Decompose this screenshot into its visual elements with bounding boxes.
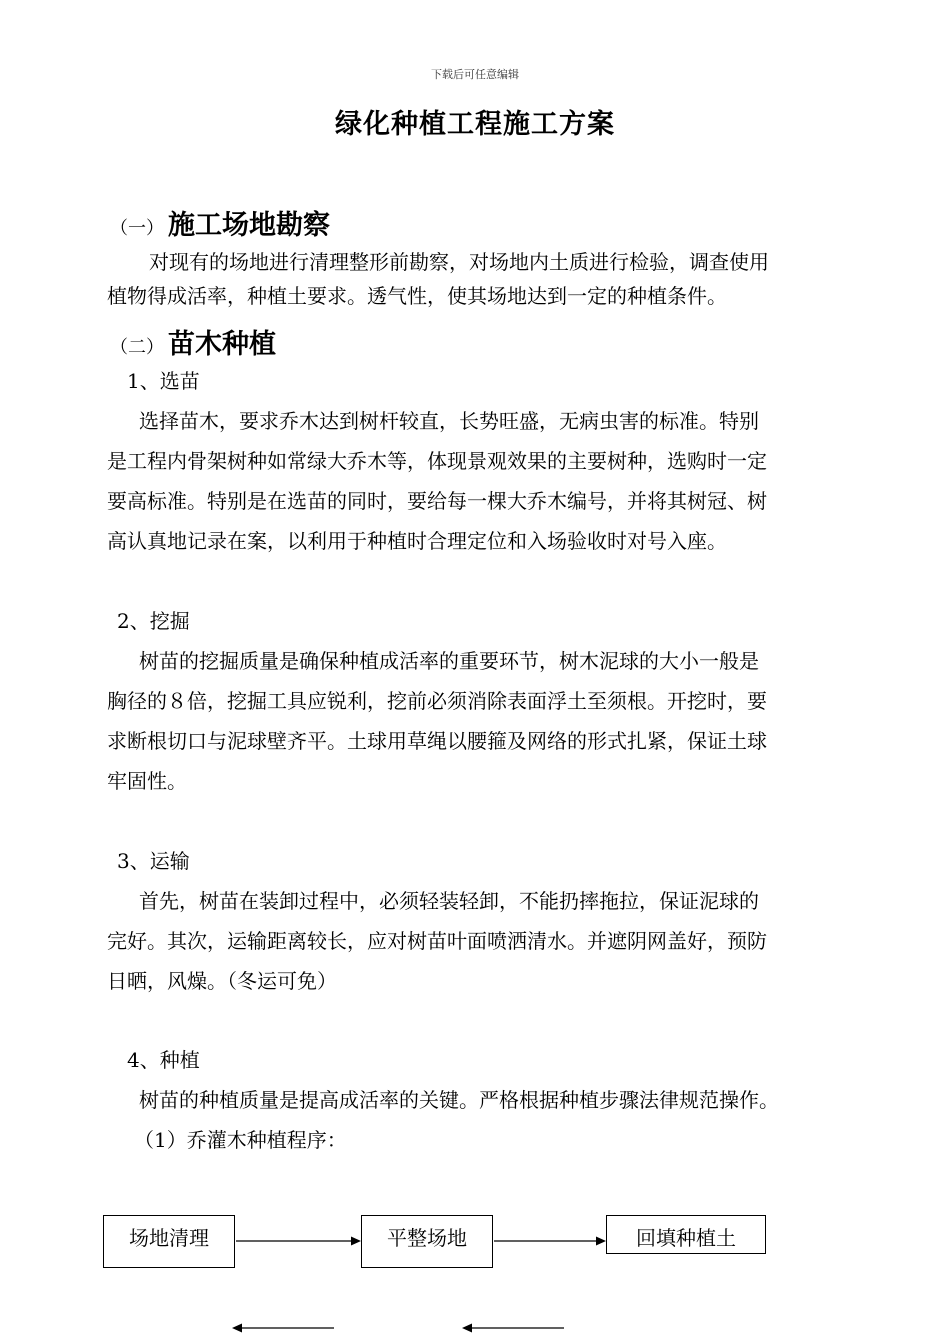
sub-3-line-2: 完好。其次，运输距离较长，应对树苗叶面喷洒清水。并遮阴网盖好，预防 <box>107 929 767 953</box>
flow-step-3: 回填种植土 <box>606 1215 766 1254</box>
sub-2-line-3: 求断根切口与泥球壁齐平。土球用草绳以腰箍及网络的形式扎紧，保证土球 <box>107 729 767 753</box>
sub-1-line-2: 是工程内骨架树种如常绿大乔木等，体现景观效果的主要树种，选购时一定 <box>107 449 767 473</box>
sub-1-label: 1、选苗 <box>127 369 200 393</box>
sub-1-line-3: 要高标准。特别是在选苗的同时，要给每一棵大乔木编号，并将其树冠、树 <box>107 489 767 513</box>
arrow-right-1 <box>236 1237 361 1246</box>
arrow-left-2 <box>462 1324 564 1333</box>
section-2-number: （二） <box>110 337 164 358</box>
sub-4-line-1: 树苗的种植质量是提高成活率的关键。严格根据种植步骤法律规范操作。 <box>139 1088 779 1112</box>
sub-2-line-1: 树苗的挖掘质量是确保种植成活率的重要环节，树木泥球的大小一般是 <box>139 649 759 673</box>
sub-3-line-3: 日晒，风燥。（冬运可免） <box>107 969 337 993</box>
sub-3-line-1: 首先，树苗在装卸过程中，必须轻装轻卸，不能扔摔拖拉，保证泥球的 <box>139 889 759 913</box>
arrow-right-2 <box>494 1237 606 1246</box>
sub-4-label: 4、种植 <box>127 1048 200 1072</box>
sub-4-line-2: （1）乔灌木种植程序： <box>134 1128 347 1152</box>
sub-1-line-1: 选择苗木，要求乔木达到树杆较直，长势旺盛，无病虫害的标准。特别 <box>139 409 759 433</box>
page-title: 绿化种植工程施工方案 <box>335 109 615 140</box>
sub-2-line-4: 牢固性。 <box>107 769 187 793</box>
flow-step-1: 场地清理 <box>103 1215 235 1268</box>
sub-2-label: 2、挖掘 <box>117 609 190 633</box>
watermark: 下载后可任意编辑 <box>431 68 519 81</box>
flow-step-2: 平整场地 <box>361 1215 493 1268</box>
section-1-line-1: 对现有的场地进行清理整形前勘察，对场地内土质进行检验，调查使用 <box>149 250 769 274</box>
section-1-line-2: 植物得成活率，种植土要求。透气性，使其场地达到一定的种植条件。 <box>107 284 727 308</box>
section-1-title: 施工场地勘察 <box>168 210 330 241</box>
section-2-title: 苗木种植 <box>168 329 276 360</box>
sub-2-line-2: 胸径的８倍，挖掘工具应锐利，挖前必须消除表面浮土至须根。开挖时，要 <box>107 689 767 713</box>
sub-3-label: 3、运输 <box>117 849 190 873</box>
sub-1-line-4: 高认真地记录在案，以利用于种植时合理定位和入场验收时对号入座。 <box>107 529 727 553</box>
section-1-number: （一） <box>110 218 164 239</box>
arrow-left-1 <box>232 1324 334 1333</box>
